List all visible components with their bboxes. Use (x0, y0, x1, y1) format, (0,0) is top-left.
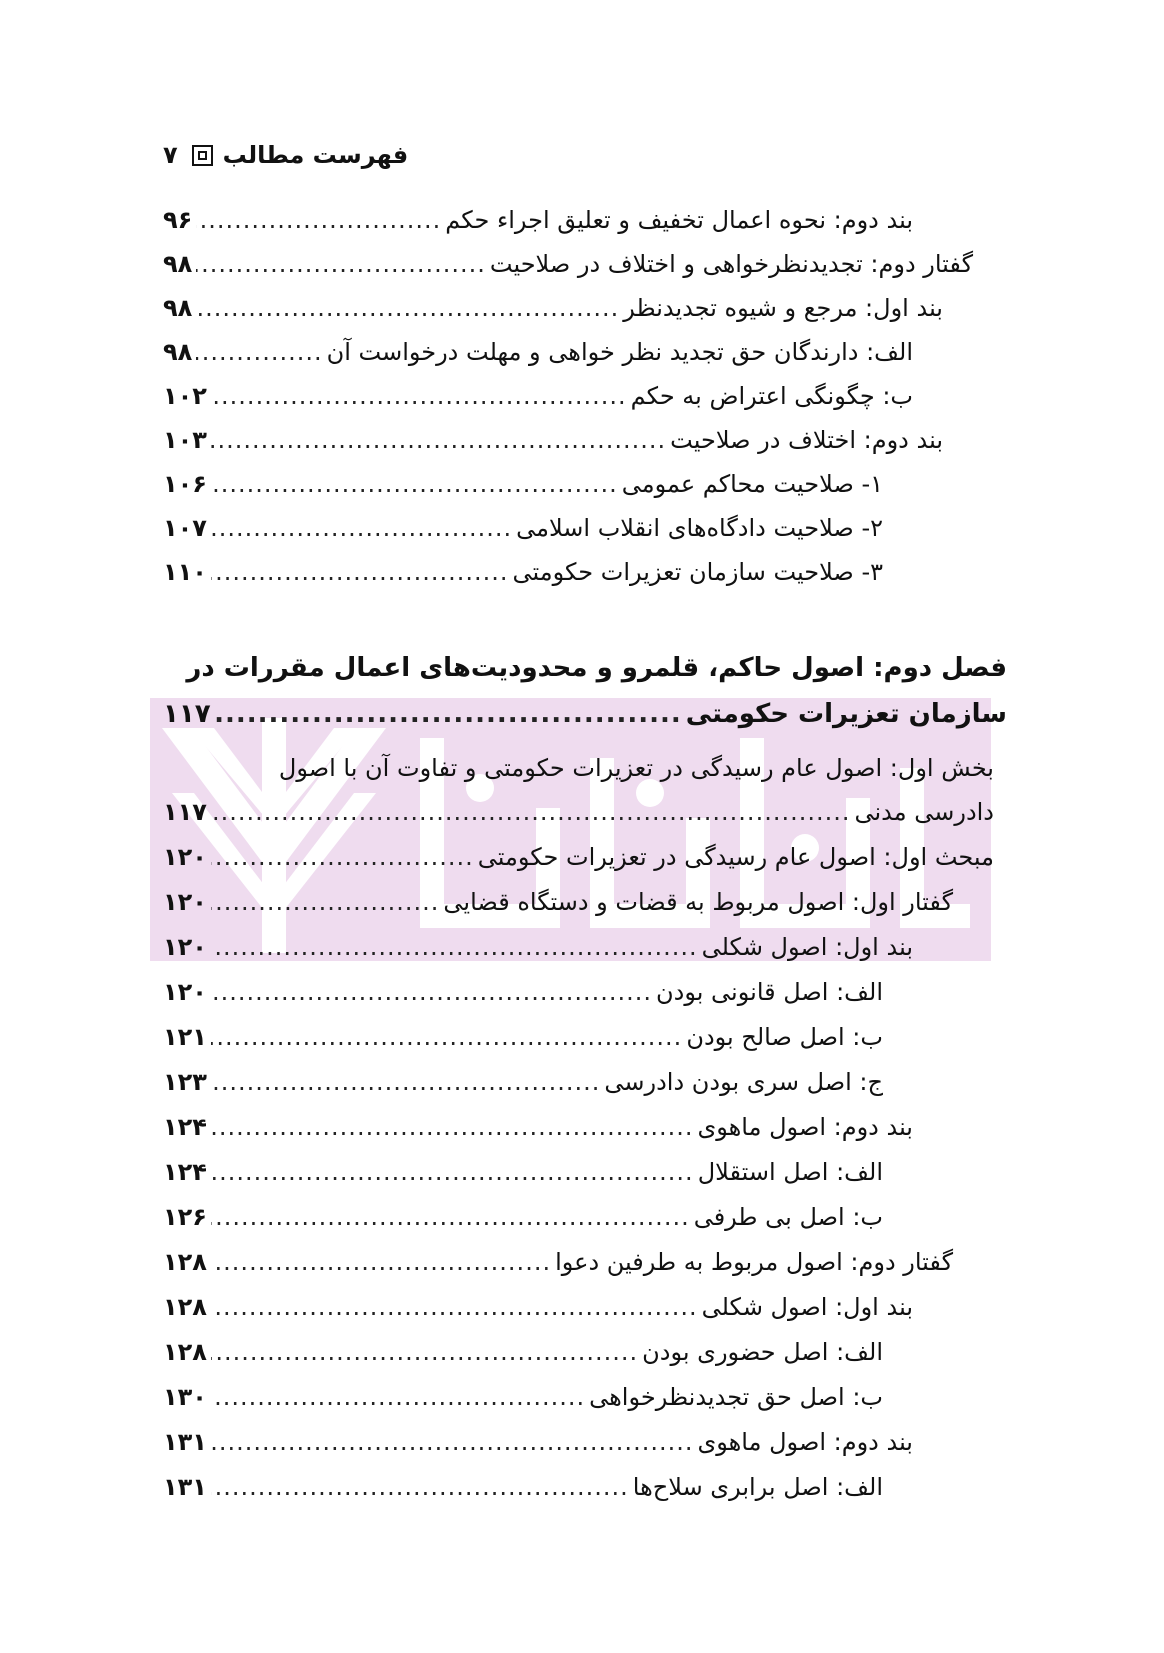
toc-entry (163, 925, 913, 969)
toc-entry-label: گفتار دوم: اصول مربوط به طرفین دعوا (555, 1248, 953, 1276)
toc-entry-label: الف: اصل برابری سلاح‌ها (632, 1473, 883, 1501)
toc-entry (163, 880, 953, 924)
toc-entry (163, 1105, 913, 1149)
toc-entry-page: ۱۰۲ (163, 382, 207, 410)
toc-entry-label: گفتار دوم: تجدیدنظرخواهی و اختلاف در صلاحیت (489, 250, 973, 278)
section-heading-label: دادرسی مدنی (854, 798, 994, 826)
leader-dots (196, 242, 486, 286)
leader-dots (211, 418, 666, 462)
leader-dots (211, 374, 627, 418)
toc-entry-page: ۱۰۷ (163, 514, 207, 542)
toc-entry (163, 550, 883, 594)
toc-entry-page: ۱۲۴ (163, 1158, 207, 1186)
section-page: ۱۱۷ (163, 798, 207, 826)
toc-entry-page: ۱۲۰ (163, 843, 207, 871)
toc-entry (163, 1150, 883, 1194)
toc-entry-page: ۱۰۳ (163, 426, 207, 454)
leader-dots (211, 1195, 690, 1239)
toc-entry-page: ۹۸ (163, 250, 193, 278)
leader-dots (211, 1375, 585, 1419)
toc-entry (163, 418, 943, 462)
page-number: ۷ (163, 141, 178, 169)
leader-dots (211, 1465, 629, 1509)
toc-entry (163, 462, 883, 506)
toc-entry-label: ب: اصل صالح بودن (686, 1023, 883, 1051)
toc-entry-label: گفتار اول: اصول مربوط به قضات و دستگاه قضایی (443, 888, 953, 916)
leader-dots (211, 1015, 682, 1059)
toc-entry (163, 286, 943, 330)
toc-entry-page: ۱۲۴ (163, 1113, 207, 1141)
running-header (163, 138, 408, 172)
toc-entry (163, 1420, 913, 1464)
toc-entry-label: الف: اصل حضوری بودن (642, 1338, 883, 1366)
toc-entry (163, 1285, 913, 1329)
toc-entry (163, 330, 913, 374)
toc-entry-label: بند دوم: نحوه اعمال تخفیف و تعلیق اجراء حکم (445, 206, 913, 234)
chapter-heading-entry (163, 690, 1007, 738)
toc-entry-page: ۱۲۰ (163, 888, 207, 916)
toc-entry-page: ۱۲۸ (163, 1248, 207, 1276)
leader-dots (211, 1240, 551, 1284)
toc-entry (163, 835, 994, 879)
toc-entry-label: الف: اصل قانونی بودن (656, 978, 883, 1006)
toc-entry-page: ۱۲۱ (163, 1023, 207, 1051)
toc-entry-label: ۲- صلاحیت دادگاه‌های انقلاب اسلامی (516, 514, 883, 542)
leader-dots (211, 1330, 638, 1374)
leader-dots (211, 1285, 698, 1329)
toc-entry-page: ۱۲۳ (163, 1068, 207, 1096)
toc-entry-page: ۱۲۸ (163, 1338, 207, 1366)
toc-entry-page: ۹۸ (163, 294, 193, 322)
toc-entry-label: ۱- صلاحیت محاکم عمومی (621, 470, 883, 498)
toc-entry-page: ۱۲۰ (163, 933, 207, 961)
toc-entry (163, 242, 973, 286)
toc-entry (163, 1195, 883, 1239)
toc-entry-label: ۳- صلاحیت سازمان تعزیرات حکومتی (512, 558, 883, 586)
leader-dots (215, 690, 682, 738)
toc-entry-page: ۱۳۱ (163, 1473, 207, 1501)
toc-entry-page: ۹۶ (163, 206, 193, 234)
leader-dots (211, 1420, 694, 1464)
page-title: فهرست مطالب (222, 141, 409, 169)
toc-entry-label: بند اول: اصول شکلی (701, 933, 913, 961)
toc-entry-label: ج: اصل سری بودن دادرسی (604, 1068, 883, 1096)
toc-entry (163, 374, 913, 418)
toc-entry-page: ۱۲۸ (163, 1293, 207, 1321)
toc-entry-page: ۹۸ (163, 338, 193, 366)
toc-entry (163, 970, 883, 1014)
toc-entry-page: ۱۲۶ (163, 1203, 207, 1231)
leader-dots (211, 1150, 694, 1194)
toc-entry-label: الف: دارندگان حق تجدید نظر خواهی و مهلت درخواست آن (326, 338, 913, 366)
leader-dots (211, 880, 439, 924)
chapter-heading: فصل دوم: اصول حاکم، قلمرو و محدودیت‌های اعمال مقررات در (186, 653, 1007, 683)
toc-entry (163, 1375, 883, 1419)
toc-entry-label: الف: اصل استقلال (697, 1158, 883, 1186)
leader-dots (211, 835, 474, 879)
leader-dots (196, 286, 619, 330)
leader-dots (196, 330, 322, 374)
toc-entry-label: ب: چگونگی اعتراض به حکم (630, 382, 913, 410)
leader-dots (211, 925, 698, 969)
toc-entry-page: ۱۳۱ (163, 1428, 207, 1456)
leader-dots (211, 506, 512, 550)
leader-dots (211, 790, 851, 834)
square-ornament-icon (192, 145, 213, 166)
toc-entry-label: مبحث اول: اصول عام رسیدگی در تعزیرات حکومتی (477, 843, 994, 871)
leader-dots (211, 550, 509, 594)
toc-entry (163, 1240, 953, 1284)
toc-entry-label: بند دوم: اصول ماهوی (697, 1428, 913, 1456)
toc-entry-page: ۱۳۰ (163, 1383, 207, 1411)
toc-entry-label: بند اول: اصول شکلی (701, 1293, 913, 1321)
leader-dots (211, 970, 652, 1014)
toc-entry (163, 1465, 883, 1509)
toc-entry-label: بند دوم: اختلاف در صلاحیت (670, 426, 943, 454)
toc-entry-label: بند اول: مرجع و شیوه تجدیدنظر (623, 294, 943, 322)
toc-entry-page: ۱۲۰ (163, 978, 207, 1006)
leader-dots (211, 462, 618, 506)
chapter-heading-label: سازمان تعزیرات حکومتی (685, 699, 1007, 729)
toc-entry-label: ب: اصل بی طرفی (693, 1203, 883, 1231)
toc-entry-label: بند دوم: اصول ماهوی (697, 1113, 913, 1141)
toc-entry-label: ب: اصل حق تجدیدنظرخواهی (589, 1383, 883, 1411)
chapter-page: ۱۱۷ (163, 699, 211, 729)
toc-entry (163, 506, 883, 550)
section-heading-entry (163, 790, 994, 834)
leader-dots (211, 1060, 600, 1104)
toc-entry-page: ۱۱۰ (163, 558, 207, 586)
toc-entry-page: ۱۰۶ (163, 470, 207, 498)
toc-entry (163, 1330, 883, 1374)
section-heading: بخش اول: اصول عام رسیدگی در تعزیرات حکومتی و تفاوت آن با اصول (278, 754, 994, 782)
toc-entry (163, 1015, 883, 1059)
leader-dots (196, 198, 441, 242)
toc-entry (163, 198, 913, 242)
toc-entry (163, 1060, 883, 1104)
leader-dots (211, 1105, 694, 1149)
